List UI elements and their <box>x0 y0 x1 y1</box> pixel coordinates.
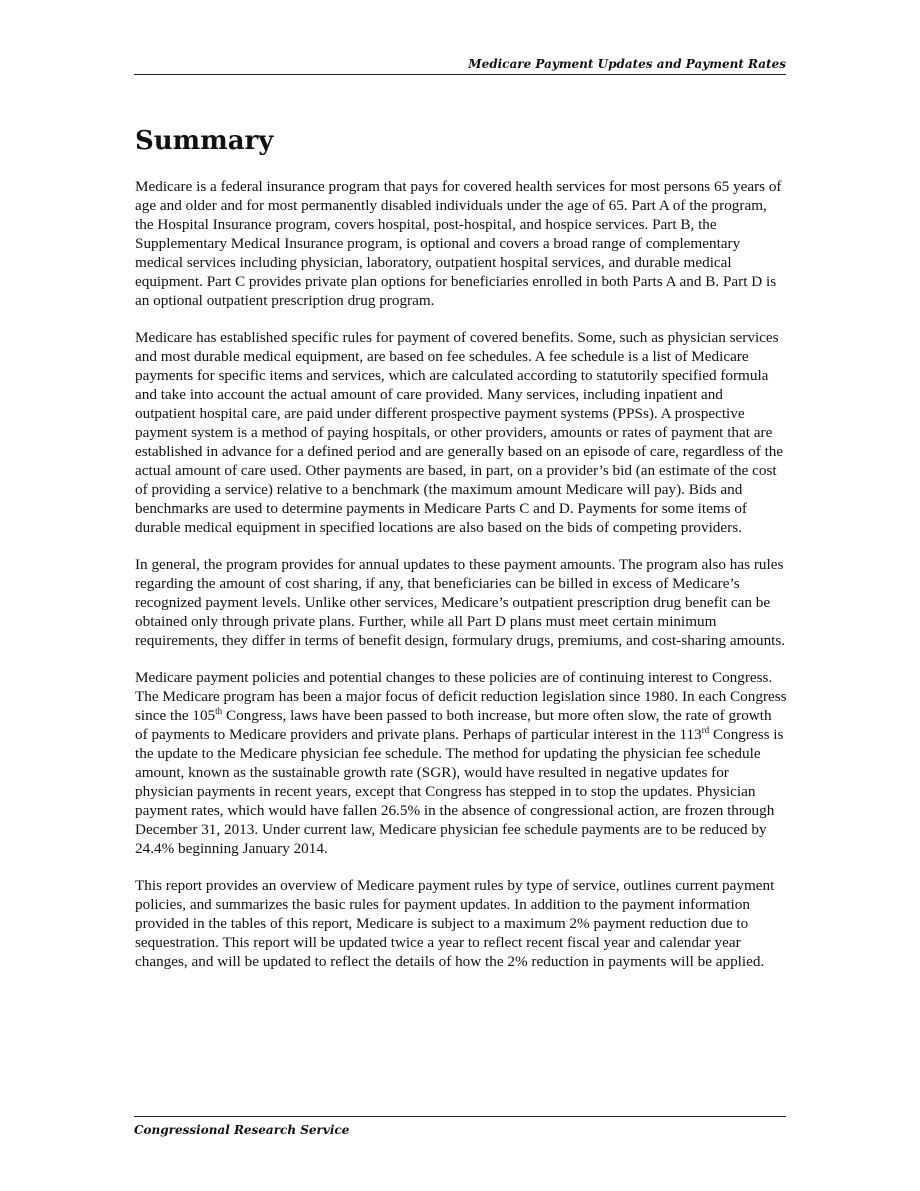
ordinal-suffix: rd <box>701 725 710 735</box>
running-header: Medicare Payment Updates and Payment Rates <box>134 56 786 75</box>
paragraph-report-overview: This report provides an overview of Medicare payment rules by type of service, outlines current payment policies, and summarizes the basic rules for payment updates. In addition to the payment information provided in the tables of this report, Medicare is subject to a maximum 2% payment reduction due to sequestration. This report will be updated twice a year to reflect recent fiscal year and calendar year changes, and will be updated to reflect the details of how the 2% reduction in payments will be applied. <box>135 877 775 970</box>
paragraph-annual-updates: In general, the program provides for annual updates to these payment amounts. The program also has rules regarding the amount of cost sharing, if any, that beneficiaries can be billed in excess of Medicare’s recognized payment levels. Unlike other services, Medicare’s outpatient prescription drug benefit can be obtained only through private plans. Further, while all Part D plans must meet certain minimum requirements, they differ in terms of benefit design, formulary drugs, premiums, and cost-sharing amounts. <box>135 556 786 649</box>
paragraph-payment-policies <box>135 668 787 858</box>
paragraph-program-overview: Medicare is a federal insurance program that pays for covered health services for most persons 65 years of age and older and for most permanently disabled individuals under the age of 65. Part A of the program, the Hospital Insurance program, covers hospital, post-hospital, and hospice services. Part B, the Supplementary Medical Insurance program, is optional and covers a broad range of complementary medical services including physician, laboratory, outpatient hospital services, and durable medical equipment. Part C provides private plan options for beneficiaries enrolled in both Parts A and B. Part D is an optional outpatient prescription drug program. <box>135 178 782 309</box>
page-title: Summary <box>135 126 274 156</box>
summary-body <box>135 177 787 989</box>
text-run: Congress is the update to the Medicare physician fee schedule. The method for updating the physician fee schedule amount, known as the sustainable growth rate (SGR), would have resulted in negative updates for physician payments in recent years, except that Congress has stepped in to stop the updates. Physician payment rates, which would have fallen 26.5% in the absence of congressional action, are frozen through December 31, 2013. Under current law, Medicare physician fee schedule payments are to be reduced by 24.4% beginning January 2014. <box>135 726 784 857</box>
paragraph-payment-rules: Medicare has established specific rules for payment of covered benefits. Some, such as physician services and most durable medical equipment, are based on fee schedules. A fee schedule is a list of Medicare payments for specific items and services, which are calculated according to statutorily specified formula and take into account the actual amount of care provided. Many services, including inpatient and outpatient hospital care, are paid under different prospective payment systems (PPSs). A prospective payment system is a method of paying hospitals, or other providers, amounts or rates of payment that are established in advance for a defined period and are generally based on an episode of care, regardless of the actual amount of care used. Other payments are based, in part, on a provider’s bid (an estimate of the cost of providing a service) relative to a benchmark (the maximum amount Medicare will pay). Bids and benchmarks are used to determine payments in Medicare Parts C and D. Payments for some items of durable medical equipment in specified locations are also based on the bids of competing providers. <box>135 329 784 536</box>
text-run: Medicare payment policies and potential changes to these policies are of continuing interest to Congress. The Medicare program has been a major focus of deficit reduction legislation since 1980. In each Congress since the 105 <box>135 669 787 724</box>
text-run: Congress, laws have been passed to both increase, but more often slow, the rate of growth of payments to Medicare providers and private plans. Perhaps of particular interest in the 113 <box>135 707 772 743</box>
ordinal-suffix: th <box>215 706 223 716</box>
page-footer: Congressional Research Service <box>134 1116 786 1138</box>
